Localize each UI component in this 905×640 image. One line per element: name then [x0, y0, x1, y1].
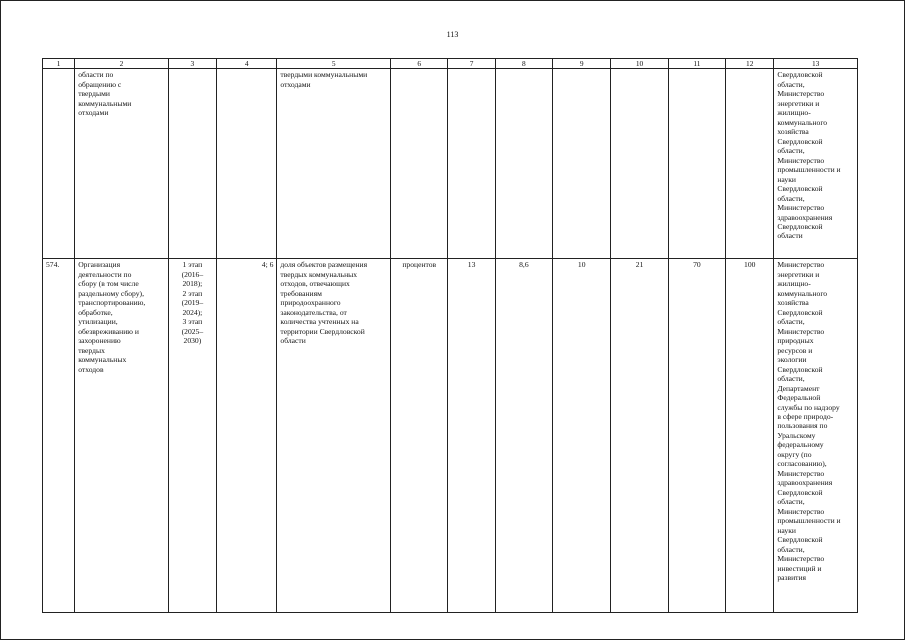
table-row	[43, 69, 858, 259]
column-header: 10	[611, 59, 668, 69]
value-cell: 8,6	[495, 259, 552, 613]
program-table	[42, 58, 858, 613]
column-header: 8	[495, 59, 552, 69]
column-header: 3	[168, 59, 216, 69]
indicator-cell: доля объектов размещения твердых коммунальных отходов, отвечающих требованиям природоохранного законодательства, от количества учтенных на территории Свердловской области	[277, 259, 391, 613]
value-cell	[611, 69, 668, 259]
responsible-cell: Свердловской области, Министерство энергетики и жилищно- коммунального хозяйства Свердловской области, Министерство промышленности и науки Свердловской области, Министерство здравоохранения Свердловской области	[774, 69, 858, 259]
value-cell	[495, 69, 552, 259]
period-cell: 1 этап (2016– 2018); 2 этап (2019– 2024); 3 этап (2025– 2030)	[168, 259, 216, 613]
indicator-cell: твердыми коммунальными отходами	[277, 69, 391, 259]
value-cell	[726, 69, 774, 259]
page-number: 113	[446, 30, 459, 39]
header-row	[43, 59, 858, 69]
column-header: 12	[726, 59, 774, 69]
goal-ref-cell	[217, 69, 277, 259]
column-header: 7	[448, 59, 495, 69]
unit-cell	[391, 69, 448, 259]
column-header: 6	[391, 59, 448, 69]
column-header: 13	[774, 59, 858, 69]
value-cell: 21	[611, 259, 668, 613]
column-header: 11	[668, 59, 725, 69]
table-row	[43, 259, 858, 613]
goal-ref-cell: 4; 6	[217, 259, 277, 613]
value-cell	[448, 69, 495, 259]
value-cell	[553, 69, 611, 259]
value-cell	[668, 69, 725, 259]
column-header: 1	[43, 59, 75, 69]
row-number-cell	[43, 69, 75, 259]
period-cell	[168, 69, 216, 259]
value-cell: 70	[668, 259, 725, 613]
value-cell: 13	[448, 259, 495, 613]
value-cell: 10	[553, 259, 611, 613]
column-header: 2	[75, 59, 169, 69]
column-header: 9	[553, 59, 611, 69]
column-header: 5	[277, 59, 391, 69]
column-header: 4	[217, 59, 277, 69]
value-cell: 100	[726, 259, 774, 613]
unit-cell: процентов	[391, 259, 448, 613]
responsible-cell: Министерство энергетики и жилищно- коммунального хозяйства Свердловской области, Министерство природных ресурсов и экологии Свердловской области, Департамент Федеральной службы по надзору в сфере природо- пользования по Уральскому федеральному округу (по согласованию), Министерство здравоохранения Свердловской области, Министерство промышленности и науки Свердловской области, Министерство инвестиций и развития	[774, 259, 858, 613]
row-number-cell: 574.	[43, 259, 75, 613]
task-name-cell: Организация деятельности по сбору (в том числе раздельному сбору), транспортированию, обработке, утилизации, обезвреживанию и захоронению твердых коммунальных отходов	[75, 259, 169, 613]
task-name-cell: области по обращению с твердыми коммунальными отходами	[75, 69, 169, 259]
